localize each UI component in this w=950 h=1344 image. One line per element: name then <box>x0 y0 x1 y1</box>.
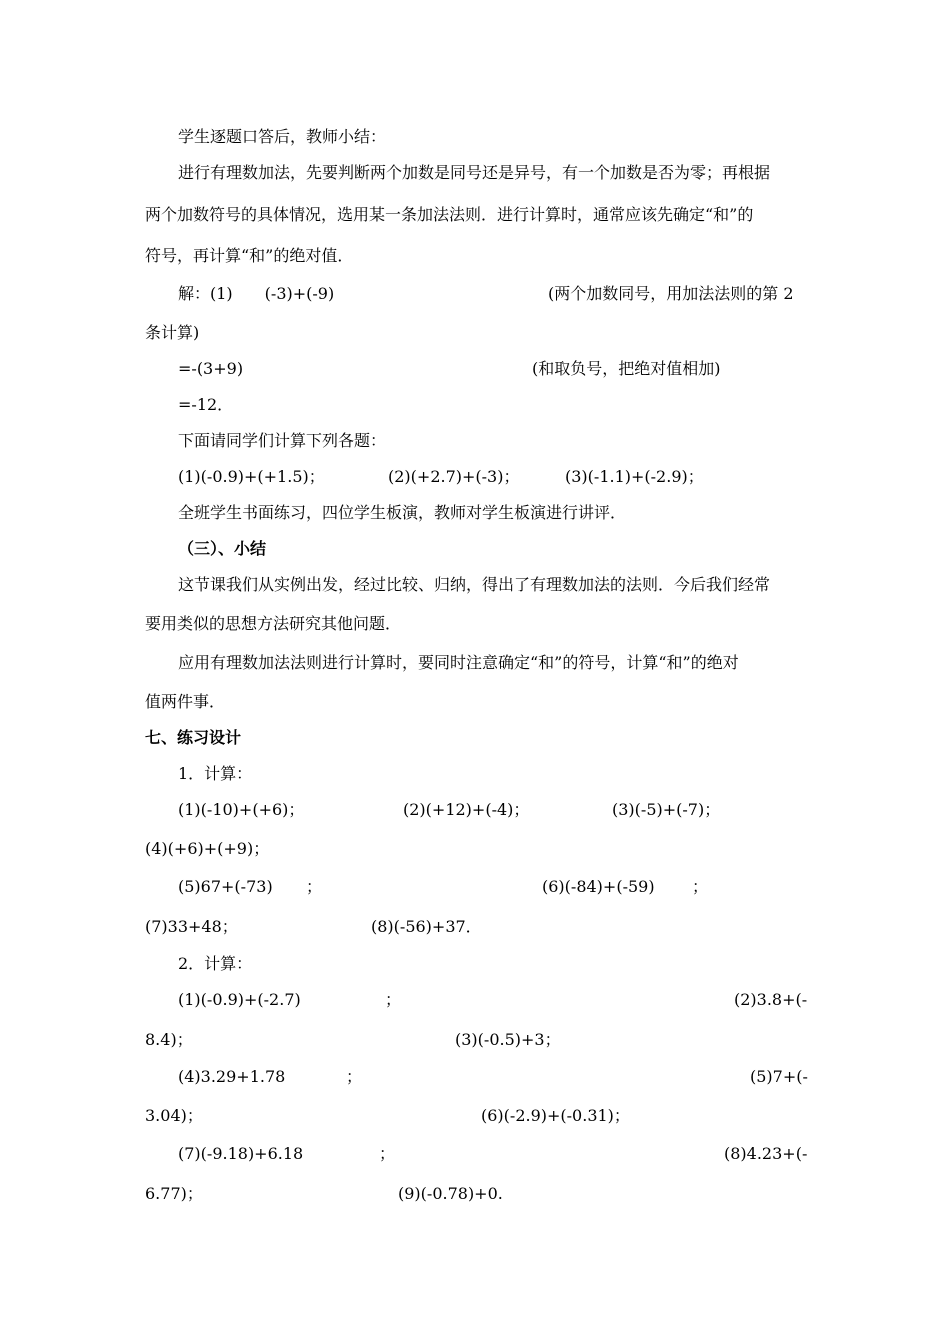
text-line: 进行有理数加法，先要判断两个加数是同号还是异号，有一个加数是否为零；再根据 <box>178 163 771 182</box>
text-line: (和取负号，把绝对值相加) <box>532 359 721 378</box>
text-line: 学生逐题口答后，教师小结： <box>178 127 387 146</box>
text-line: (5)7+(- <box>750 1067 808 1086</box>
text-line: (8)(-56)+37． <box>371 917 482 936</box>
text-line: (5)67+(-73) <box>178 877 273 896</box>
text-line: (8)4.23+(- <box>724 1144 808 1163</box>
text-line: ； <box>346 1067 363 1086</box>
text-line: 下面请同学们计算下列各题： <box>178 431 387 450</box>
text-line: (1)(-0.9)+(-2.7) <box>178 990 301 1009</box>
text-line: ； <box>379 1144 396 1163</box>
text-line: 1．计算： <box>178 764 253 783</box>
text-line: 符号，再计算“和”的绝对值． <box>145 246 354 265</box>
text-line: (6)(-2.9)+(-0.31)； <box>481 1106 630 1125</box>
text-line: (7)(-9.18)+6.18 <box>178 1144 304 1163</box>
text-line: ； <box>385 990 402 1009</box>
text-line: 应用有理数加法法则进行计算时，要同时注意确定“和”的符号，计算“和”的绝对 <box>178 653 739 672</box>
text-line: 这节课我们从实例出发，经过比较、归纳，得出了有理数加法的法则．今后我们经常 <box>178 575 771 594</box>
text-line: (两个加数同号，用加法法则的第 2 <box>548 284 794 303</box>
text-line: ； <box>692 877 709 896</box>
text-line: (6)(-84)+(-59) <box>542 877 655 896</box>
text-line: =-(3+9) <box>178 359 244 378</box>
text-line: (4)3.29+1.78 <box>178 1067 286 1086</box>
text-line: 两个加数符号的具体情况，选用某一条加法法则．进行计算时，通常应该先确定“和”的 <box>145 205 754 224</box>
text-line: ； <box>306 877 323 896</box>
text-line: 8.4)； <box>145 1030 193 1049</box>
text-line: 全班学生书面练习，四位学生板演，教师对学生板演进行讲评． <box>178 503 627 522</box>
section-heading: 七、练习设计 <box>145 728 242 747</box>
text-line: 条计算) <box>145 323 200 342</box>
text-line: 3.04)； <box>145 1106 203 1125</box>
text-line: 要用类似的思想方法研究其他问题． <box>145 614 402 633</box>
text-line: (2)(+2.7)+(-3)； <box>388 467 520 486</box>
text-line: (1)(-10)+(+6)； <box>178 800 305 819</box>
text-line: 2．计算： <box>178 954 253 973</box>
text-line: (3)(-0.5)+3； <box>455 1030 561 1049</box>
text-line: (1)(-0.9)+(+1.5)； <box>178 467 325 486</box>
text-line: 解：(1) (-3)+(-9) <box>178 284 335 303</box>
section-heading: （三）、小结 <box>178 539 267 558</box>
text-line: =-12． <box>178 395 234 414</box>
text-line: (9)(-0.78)+0. <box>398 1184 503 1203</box>
text-line: (3)(-5)+(-7)； <box>612 800 721 819</box>
text-line: (3)(-1.1)+(-2.9)； <box>565 467 704 486</box>
text-line: 6.77)； <box>145 1184 203 1203</box>
text-line: (7)33+48； <box>145 917 238 936</box>
text-line: (4)(+6)+(+9)； <box>145 839 270 858</box>
text-line: (2)(+12)+(-4)； <box>403 800 530 819</box>
text-line: (2)3.8+(- <box>734 990 808 1009</box>
text-line: 值两件事． <box>145 692 226 711</box>
